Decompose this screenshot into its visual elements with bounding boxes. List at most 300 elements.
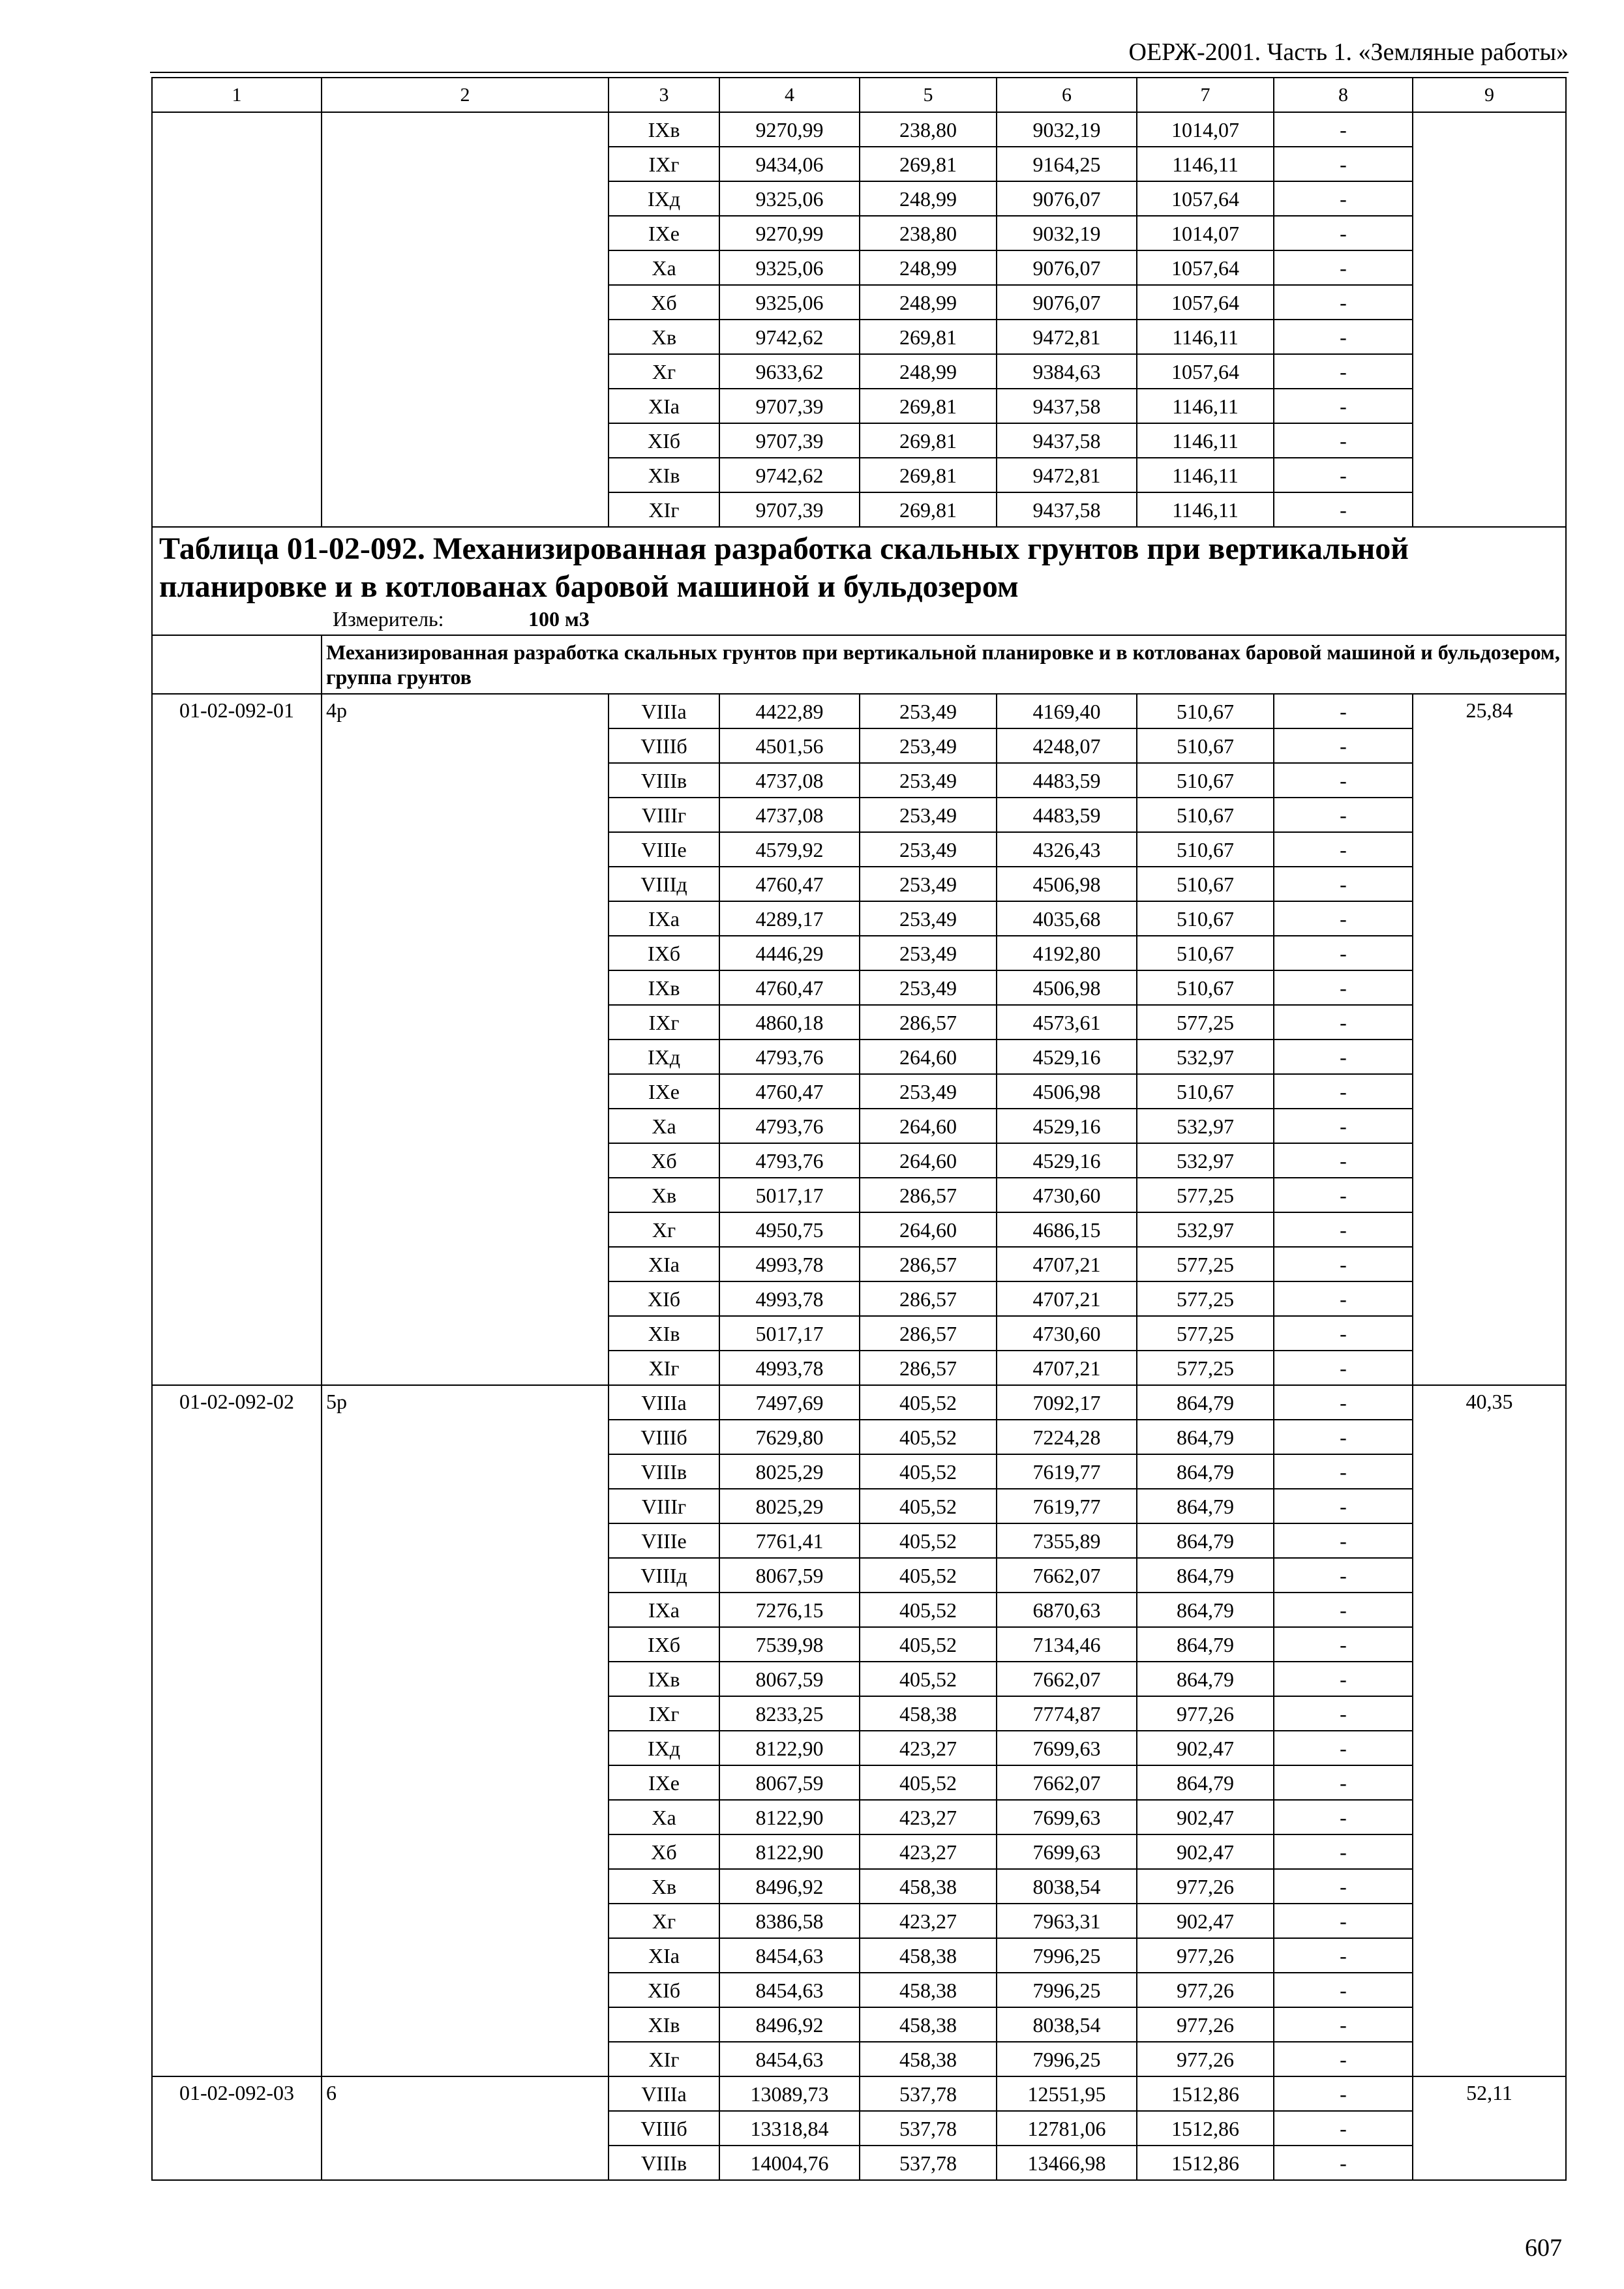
col9-cell: 52,11 (1413, 2076, 1566, 2180)
value-cell: 9270,99 (719, 216, 860, 250)
value-cell: 864,79 (1137, 1420, 1274, 1454)
value-cell: 7619,77 (997, 1489, 1137, 1523)
value-cell: 4760,47 (719, 867, 860, 901)
value-cell: - (1274, 112, 1413, 147)
value-cell: 4730,60 (997, 1316, 1137, 1351)
value-cell: 1057,64 (1137, 285, 1274, 320)
value-cell: VIIIа (609, 694, 719, 728)
value-cell: - (1274, 389, 1413, 423)
value-cell: 4760,47 (719, 1074, 860, 1109)
column-number: 1 (152, 78, 322, 112)
value-cell: Xб (609, 1143, 719, 1178)
value-cell: 4506,98 (997, 867, 1137, 901)
value-cell: 6870,63 (997, 1593, 1137, 1627)
value-cell: 286,57 (860, 1351, 997, 1385)
value-cell: - (1274, 1696, 1413, 1731)
value-cell: - (1274, 1627, 1413, 1662)
value-cell: Xа (609, 250, 719, 285)
value-cell: 4730,60 (997, 1178, 1137, 1212)
code-cell: 01-02-092-01 (152, 694, 322, 1385)
value-cell: 977,26 (1137, 2007, 1274, 2042)
value-cell: 7996,25 (997, 2042, 1137, 2076)
value-cell: 1146,11 (1137, 389, 1274, 423)
value-cell: VIIIв (609, 1454, 719, 1489)
value-cell: VIIIв (609, 2146, 719, 2180)
value-cell: 510,67 (1137, 832, 1274, 867)
value-cell: - (1274, 1869, 1413, 1904)
value-cell: 286,57 (860, 1247, 997, 1281)
table-row (152, 112, 1566, 147)
value-cell: 253,49 (860, 694, 997, 728)
value-cell: 532,97 (1137, 1212, 1274, 1247)
value-cell: 5017,17 (719, 1316, 860, 1351)
value-cell: 405,52 (860, 1523, 997, 1558)
value-cell: IXг (609, 1696, 719, 1731)
value-cell: - (1274, 2042, 1413, 2076)
value-cell: IXд (609, 1040, 719, 1074)
value-cell: 269,81 (860, 389, 997, 423)
unit-value: 100 м3 (528, 607, 590, 631)
value-cell: Xа (609, 1800, 719, 1834)
value-cell: VIIIб (609, 1420, 719, 1454)
value-cell: IXг (609, 147, 719, 181)
value-cell: 7619,77 (997, 1454, 1137, 1489)
value-cell: VIIIе (609, 1523, 719, 1558)
value-cell: 8122,90 (719, 1834, 860, 1869)
value-cell: 8496,92 (719, 1869, 860, 1904)
value-cell: 4326,43 (997, 832, 1137, 867)
column-number: 5 (860, 78, 997, 112)
value-cell: 4529,16 (997, 1040, 1137, 1074)
code-cell: 01-02-092-03 (152, 2076, 322, 2180)
value-cell: 7224,28 (997, 1420, 1137, 1454)
value-cell: - (1274, 970, 1413, 1005)
value-cell: 4506,98 (997, 970, 1137, 1005)
value-cell: 4993,78 (719, 1247, 860, 1281)
value-cell: - (1274, 1800, 1413, 1834)
value-cell: Xв (609, 1869, 719, 1904)
value-cell: 458,38 (860, 1696, 997, 1731)
value-cell: VIIIа (609, 2076, 719, 2111)
name-cell: 6 (322, 2076, 609, 2180)
value-cell: 4506,98 (997, 1074, 1137, 1109)
value-cell: 4707,21 (997, 1247, 1137, 1281)
value-cell: 9633,62 (719, 354, 860, 389)
page-number: 607 (1525, 2234, 1562, 2262)
value-cell: - (1274, 798, 1413, 832)
value-cell: 1146,11 (1137, 147, 1274, 181)
value-cell: 4950,75 (719, 1212, 860, 1247)
value-cell: - (1274, 1178, 1413, 1212)
value-cell: 253,49 (860, 728, 997, 763)
value-cell: XIг (609, 2042, 719, 2076)
value-cell: XIв (609, 2007, 719, 2042)
value-cell: 4483,59 (997, 798, 1137, 832)
header-rule (150, 72, 1569, 73)
value-cell: 8038,54 (997, 1869, 1137, 1904)
value-cell: 253,49 (860, 832, 997, 867)
value-cell: 9076,07 (997, 250, 1137, 285)
value-cell: 4860,18 (719, 1005, 860, 1040)
value-cell: 253,49 (860, 901, 997, 936)
value-cell: - (1274, 250, 1413, 285)
value-cell: - (1274, 1005, 1413, 1040)
value-cell: 8038,54 (997, 2007, 1137, 2042)
value-cell: 4737,08 (719, 798, 860, 832)
value-cell: 510,67 (1137, 728, 1274, 763)
value-cell: XIб (609, 423, 719, 458)
value-cell: 9164,25 (997, 147, 1137, 181)
col9-cell: 40,35 (1413, 1385, 1566, 2076)
value-cell: 1512,86 (1137, 2146, 1274, 2180)
value-cell: 4707,21 (997, 1351, 1137, 1385)
value-cell: 9472,81 (997, 320, 1137, 354)
code-cell (152, 112, 322, 527)
value-cell: 1057,64 (1137, 181, 1274, 216)
value-cell: 12551,95 (997, 2076, 1137, 2111)
value-cell: IXб (609, 936, 719, 970)
value-cell: - (1274, 694, 1413, 728)
value-cell: 510,67 (1137, 694, 1274, 728)
value-cell: - (1274, 832, 1413, 867)
value-cell: 4289,17 (719, 901, 860, 936)
value-cell: - (1274, 285, 1413, 320)
section-heading-row (152, 635, 1566, 694)
value-cell: 1146,11 (1137, 492, 1274, 527)
value-cell: 4573,61 (997, 1005, 1137, 1040)
value-cell: 7699,63 (997, 1834, 1137, 1869)
table-row (152, 1385, 1566, 1420)
value-cell: VIIIв (609, 763, 719, 798)
value-cell: 8496,92 (719, 2007, 860, 2042)
value-cell: 537,78 (860, 2146, 997, 2180)
value-cell: IXв (609, 970, 719, 1005)
value-cell: 405,52 (860, 1765, 997, 1800)
value-cell: - (1274, 1523, 1413, 1558)
value-cell: IXе (609, 1765, 719, 1800)
value-cell: 13318,84 (719, 2111, 860, 2146)
table-title (152, 527, 1566, 635)
value-cell: Xб (609, 285, 719, 320)
value-cell: 405,52 (860, 1627, 997, 1662)
value-cell: 864,79 (1137, 1454, 1274, 1489)
value-cell: 9742,62 (719, 320, 860, 354)
value-cell: 7134,46 (997, 1627, 1137, 1662)
value-cell: VIIIа (609, 1385, 719, 1420)
unit-line (159, 606, 1559, 632)
value-cell: Xв (609, 320, 719, 354)
value-cell: - (1274, 1731, 1413, 1765)
value-cell: - (1274, 1454, 1413, 1489)
value-cell: 4793,76 (719, 1143, 860, 1178)
value-cell: 4192,80 (997, 936, 1137, 970)
value-cell: 1057,64 (1137, 354, 1274, 389)
value-cell: 7662,07 (997, 1558, 1137, 1593)
value-cell: 8386,58 (719, 1904, 860, 1938)
value-cell: 458,38 (860, 1869, 997, 1904)
value-cell: VIIIе (609, 832, 719, 867)
value-cell: 7539,98 (719, 1627, 860, 1662)
value-cell: 510,67 (1137, 901, 1274, 936)
table-row (152, 2076, 1566, 2111)
value-cell: 537,78 (860, 2076, 997, 2111)
value-cell: 9707,39 (719, 423, 860, 458)
value-cell: 4579,92 (719, 832, 860, 867)
value-cell: 7699,63 (997, 1731, 1137, 1765)
value-cell: 9707,39 (719, 492, 860, 527)
value-cell: 423,27 (860, 1834, 997, 1869)
value-cell: IXв (609, 1662, 719, 1696)
value-cell: 253,49 (860, 970, 997, 1005)
value-cell: IXг (609, 1005, 719, 1040)
value-cell: 4686,15 (997, 1212, 1137, 1247)
unit-label: Измеритель: (333, 607, 444, 631)
value-cell: 264,60 (860, 1212, 997, 1247)
value-cell: 5017,17 (719, 1178, 860, 1212)
value-cell: - (1274, 1316, 1413, 1351)
value-cell: 7774,87 (997, 1696, 1137, 1731)
value-cell: 7996,25 (997, 1973, 1137, 2007)
value-cell: 264,60 (860, 1040, 997, 1074)
value-cell: 12781,06 (997, 2111, 1137, 2146)
value-cell: - (1274, 1247, 1413, 1281)
value-cell: - (1274, 1074, 1413, 1109)
value-cell: 8025,29 (719, 1489, 860, 1523)
value-cell: - (1274, 147, 1413, 181)
value-cell: 405,52 (860, 1420, 997, 1454)
value-cell: - (1274, 2146, 1413, 2180)
value-cell: 4035,68 (997, 901, 1137, 936)
value-cell: 8122,90 (719, 1731, 860, 1765)
value-cell: Xг (609, 354, 719, 389)
value-cell: 8025,29 (719, 1454, 860, 1489)
value-cell: 510,67 (1137, 867, 1274, 901)
name-cell (322, 112, 609, 527)
value-cell: - (1274, 1662, 1413, 1696)
name-cell: 4р (322, 694, 609, 1385)
value-cell: 510,67 (1137, 763, 1274, 798)
value-cell: - (1274, 1973, 1413, 2007)
value-cell: 9742,62 (719, 458, 860, 492)
value-cell: 9384,63 (997, 354, 1137, 389)
value-cell: 510,67 (1137, 1074, 1274, 1109)
value-cell: XIб (609, 1973, 719, 2007)
column-number-row (152, 78, 1566, 112)
value-cell: 269,81 (860, 147, 997, 181)
value-cell: 977,26 (1137, 1869, 1274, 1904)
value-cell: 248,99 (860, 285, 997, 320)
value-cell: - (1274, 216, 1413, 250)
value-cell: 248,99 (860, 181, 997, 216)
value-cell: - (1274, 2007, 1413, 2042)
value-cell: 4993,78 (719, 1351, 860, 1385)
value-cell: - (1274, 458, 1413, 492)
value-cell: IXе (609, 1074, 719, 1109)
value-cell: 9325,06 (719, 285, 860, 320)
value-cell: 253,49 (860, 867, 997, 901)
value-cell: VIIIг (609, 1489, 719, 1523)
value-cell: XIв (609, 1316, 719, 1351)
value-cell: 7662,07 (997, 1662, 1137, 1696)
value-cell: 1146,11 (1137, 423, 1274, 458)
value-cell: Xб (609, 1834, 719, 1869)
value-cell: 902,47 (1137, 1904, 1274, 1938)
value-cell: - (1274, 1904, 1413, 1938)
value-cell: 7355,89 (997, 1523, 1137, 1558)
value-cell: - (1274, 1593, 1413, 1627)
value-cell: 9707,39 (719, 389, 860, 423)
value-cell: 977,26 (1137, 2042, 1274, 2076)
value-cell: 864,79 (1137, 1385, 1274, 1420)
value-cell: 286,57 (860, 1005, 997, 1040)
value-cell: IXв (609, 112, 719, 147)
value-cell: 9032,19 (997, 112, 1137, 147)
value-cell: 1512,86 (1137, 2076, 1274, 2111)
value-cell: 7963,31 (997, 1904, 1137, 1938)
col9-cell (1413, 112, 1566, 527)
value-cell: 9472,81 (997, 458, 1137, 492)
value-cell: 4422,89 (719, 694, 860, 728)
value-cell: 458,38 (860, 1973, 997, 2007)
value-cell: 1014,07 (1137, 112, 1274, 147)
value-cell: 510,67 (1137, 798, 1274, 832)
value-cell: XIа (609, 1938, 719, 1973)
value-cell: - (1274, 1489, 1413, 1523)
rates-table (151, 77, 1567, 2181)
column-number: 7 (1137, 78, 1274, 112)
table-row (152, 694, 1566, 728)
value-cell: 864,79 (1137, 1627, 1274, 1662)
value-cell: - (1274, 1765, 1413, 1800)
value-cell: Xв (609, 1178, 719, 1212)
value-cell: 9076,07 (997, 285, 1137, 320)
value-cell: 7662,07 (997, 1765, 1137, 1800)
value-cell: - (1274, 1834, 1413, 1869)
value-cell: 264,60 (860, 1143, 997, 1178)
value-cell: XIв (609, 458, 719, 492)
value-cell: 8067,59 (719, 1558, 860, 1593)
value-cell: - (1274, 1040, 1413, 1074)
running-header: ОЕРЖ-2001. Часть 1. «Земляные работы» (1128, 38, 1569, 66)
value-cell: 9325,06 (719, 250, 860, 285)
column-number: 6 (997, 78, 1137, 112)
value-cell: Xа (609, 1109, 719, 1143)
value-cell: - (1274, 181, 1413, 216)
value-cell: - (1274, 1143, 1413, 1178)
value-cell: 8454,63 (719, 1938, 860, 1973)
value-cell: 4793,76 (719, 1109, 860, 1143)
value-cell: 14004,76 (719, 2146, 860, 2180)
value-cell: IXа (609, 1593, 719, 1627)
value-cell: IXд (609, 181, 719, 216)
value-cell: 510,67 (1137, 970, 1274, 1005)
value-cell: - (1274, 320, 1413, 354)
value-cell: 253,49 (860, 763, 997, 798)
value-cell: VIIIб (609, 728, 719, 763)
value-cell: 4529,16 (997, 1143, 1137, 1178)
value-cell: 532,97 (1137, 1109, 1274, 1143)
value-cell: 1146,11 (1137, 458, 1274, 492)
value-cell: - (1274, 1938, 1413, 1973)
value-cell: 7497,69 (719, 1385, 860, 1420)
value-cell: 269,81 (860, 423, 997, 458)
value-cell: 248,99 (860, 354, 997, 389)
value-cell: 4737,08 (719, 763, 860, 798)
value-cell: 7761,41 (719, 1523, 860, 1558)
value-cell: 902,47 (1137, 1800, 1274, 1834)
value-cell: 269,81 (860, 492, 997, 527)
value-cell: 532,97 (1137, 1040, 1274, 1074)
value-cell: 405,52 (860, 1593, 997, 1627)
value-cell: 1057,64 (1137, 250, 1274, 285)
value-cell: 9437,58 (997, 423, 1137, 458)
value-cell: 238,80 (860, 112, 997, 147)
value-cell: 8067,59 (719, 1662, 860, 1696)
value-cell: 248,99 (860, 250, 997, 285)
value-cell: - (1274, 1420, 1413, 1454)
value-cell: - (1274, 1281, 1413, 1316)
value-cell: 269,81 (860, 320, 997, 354)
value-cell: 864,79 (1137, 1523, 1274, 1558)
value-cell: 238,80 (860, 216, 997, 250)
value-cell: 458,38 (860, 1938, 997, 1973)
value-cell: VIIIд (609, 1558, 719, 1593)
value-cell: 902,47 (1137, 1731, 1274, 1765)
value-cell: - (1274, 763, 1413, 798)
value-cell: 4446,29 (719, 936, 860, 970)
value-cell: 423,27 (860, 1800, 997, 1834)
table-title-row (152, 527, 1566, 635)
value-cell: - (1274, 1351, 1413, 1385)
value-cell: - (1274, 1558, 1413, 1593)
value-cell: 864,79 (1137, 1765, 1274, 1800)
value-cell: 864,79 (1137, 1593, 1274, 1627)
value-cell: 1512,86 (1137, 2111, 1274, 2146)
value-cell: 9437,58 (997, 389, 1137, 423)
value-cell: 4793,76 (719, 1040, 860, 1074)
value-cell: - (1274, 2076, 1413, 2111)
value-cell: 458,38 (860, 2007, 997, 2042)
value-cell: - (1274, 492, 1413, 527)
value-cell: 7996,25 (997, 1938, 1137, 1973)
value-cell: 577,25 (1137, 1005, 1274, 1040)
value-cell: - (1274, 1109, 1413, 1143)
value-cell: 4483,59 (997, 763, 1137, 798)
value-cell: 405,52 (860, 1385, 997, 1420)
value-cell: 577,25 (1137, 1178, 1274, 1212)
value-cell: 577,25 (1137, 1247, 1274, 1281)
value-cell: 4169,40 (997, 694, 1137, 728)
value-cell: 9325,06 (719, 181, 860, 216)
value-cell: 7629,80 (719, 1420, 860, 1454)
value-cell: VIIIб (609, 2111, 719, 2146)
value-cell: IXд (609, 1731, 719, 1765)
value-cell: 537,78 (860, 2111, 997, 2146)
name-cell: 5р (322, 1385, 609, 2076)
value-cell: 7276,15 (719, 1593, 860, 1627)
value-cell: 577,25 (1137, 1351, 1274, 1385)
value-cell: 1146,11 (1137, 320, 1274, 354)
value-cell: - (1274, 1385, 1413, 1420)
value-cell: 405,52 (860, 1662, 997, 1696)
value-cell: 4248,07 (997, 728, 1137, 763)
value-cell: 864,79 (1137, 1662, 1274, 1696)
value-cell: XIг (609, 1351, 719, 1385)
value-cell: VIIIг (609, 798, 719, 832)
value-cell: 405,52 (860, 1558, 997, 1593)
value-cell: 4501,56 (719, 728, 860, 763)
value-cell: 8233,25 (719, 1696, 860, 1731)
